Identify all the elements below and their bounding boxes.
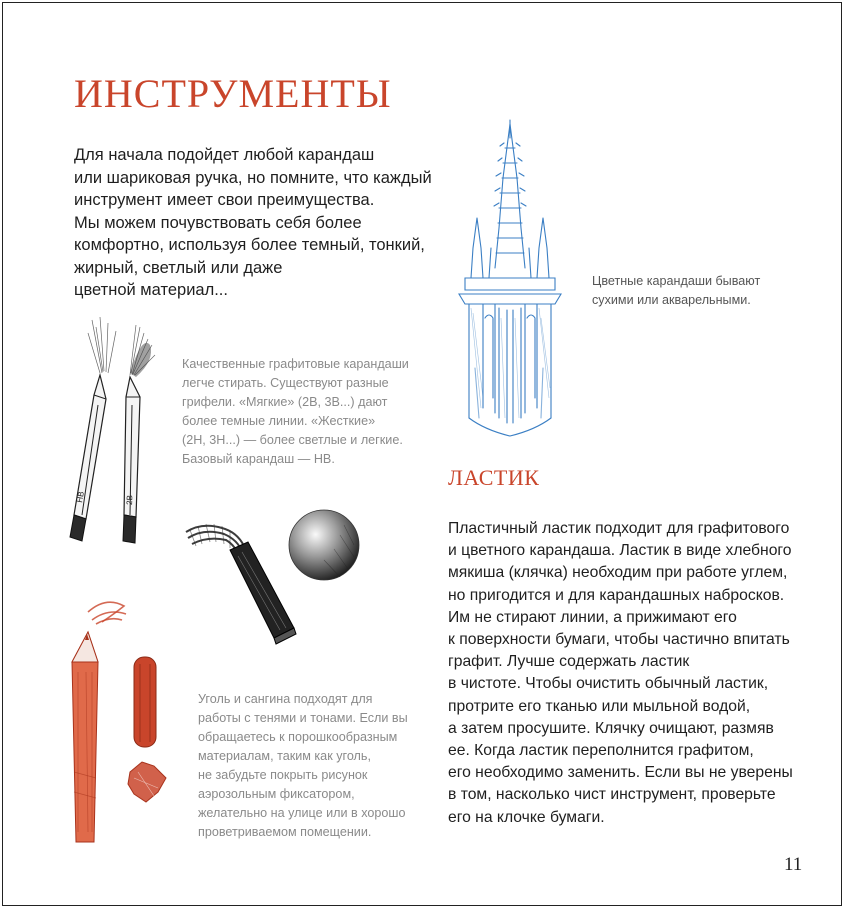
caption-line: работы с тенями и тонами. Если вы: [198, 711, 408, 725]
caption-line: материалам, таким как уголь,: [198, 749, 371, 763]
eraser-line: ее. Когда ластик переполнится графитом,: [448, 742, 754, 760]
pencil-label-hb: HB: [75, 490, 86, 504]
eraser-line: в чистоте. Чтобы очистить обычный ластик,: [448, 675, 769, 693]
eraser-sphere-illustration: [284, 505, 364, 585]
caption-line: грифели. «Мягкие» (2В, 3В...) дают: [182, 395, 388, 409]
sanguine-illustration: [58, 592, 170, 857]
eraser-heading: ЛАСТИК: [448, 465, 540, 490]
graphite-caption: [182, 355, 409, 469]
eraser-line: и цветного карандаша. Ластик в виде хлебного: [448, 542, 792, 560]
intro-line: инструмент имеет свои преимущества.: [74, 191, 375, 209]
caption-line: аэрозольным фиксатором,: [198, 787, 355, 801]
graphite-pencils-illustration: [60, 315, 175, 565]
caption-line: обращаетесь к порошкообразным: [198, 730, 398, 744]
charcoal-sanguine-caption: [198, 690, 408, 842]
caption-line: Уголь и сангина подходят для: [198, 692, 373, 706]
eraser-line: Пластичный ластик подходит для графитового: [448, 520, 790, 537]
caption-line: не забудьте покрыть рисунок: [198, 768, 368, 782]
eraser-line: но пригодится и для карандашных набросков.: [448, 586, 785, 604]
caption-line: проветриваемом помещении.: [198, 825, 372, 839]
eraser-line: мякиша (клячка) необходим при работе углем,: [448, 564, 788, 582]
pencil-label-2b: 2B: [125, 494, 135, 506]
caption-line: Качественные графитовые карандаши: [182, 357, 409, 371]
page-title: ИНСТРУМЕНТЫ: [74, 71, 392, 116]
eraser-line: к поверхности бумаги, чтобы частично впитать: [448, 631, 790, 649]
eraser-line: в том, насколько чист инструмент, проверьте: [448, 786, 776, 804]
intro-line: комфортно, используя более темный, тонкий,: [74, 236, 425, 254]
caption-line: желательно на улице или в хорошо: [198, 806, 406, 820]
eraser-line: Им не стирают линии, а прижимают его: [448, 608, 737, 626]
intro-line: цветной материал...: [74, 281, 228, 299]
intro-line: Мы можем почувствовать себя более: [74, 213, 362, 232]
color-pencils-caption: [592, 272, 760, 310]
page-number: 11: [784, 854, 803, 875]
eraser-line: графит. Лучше содержать ластик: [448, 653, 690, 671]
eraser-paragraph: [448, 518, 793, 829]
caption-line: (2Н, 3Н...) — более светлые и легкие.: [182, 433, 403, 447]
eraser-line: его на клочке бумаги.: [448, 808, 605, 826]
eraser-line: протрите его тканью или мыльной водой,: [448, 697, 751, 715]
spire-illustration: [455, 118, 565, 448]
caption-line: легче стирать. Существуют разные: [182, 376, 389, 390]
caption-line: Базовый карандаш — НВ.: [182, 452, 335, 466]
intro-paragraph: [74, 144, 434, 302]
caption-line: сухими или акварельными.: [592, 293, 751, 307]
intro-line: Для начала подойдет любой карандаш: [74, 146, 375, 164]
caption-line: Цветные карандаши бывают: [592, 274, 761, 288]
intro-line: жирный, светлый или даже: [74, 258, 283, 277]
caption-line: более темные линии. «Жесткие»: [182, 414, 376, 428]
eraser-line: его необходимо заменить. Если вы не уверены: [448, 764, 793, 782]
eraser-line: а затем просушите. Клячку очищают, размяв: [448, 719, 774, 737]
intro-line: или шариковая ручка, но помните, что каждый: [74, 168, 432, 187]
